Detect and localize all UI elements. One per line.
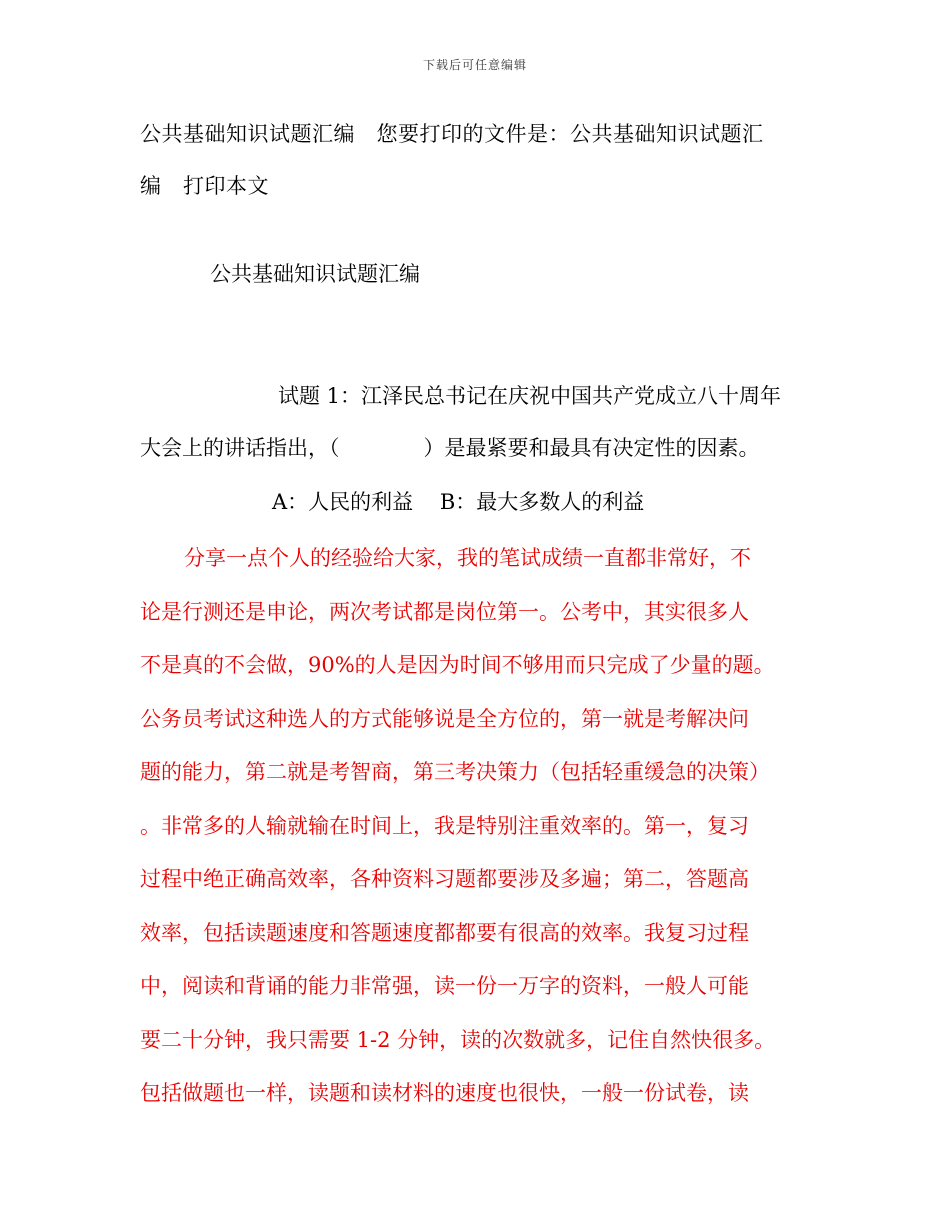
- promo-line: 。非常多的人输就输在时间上，我是特别注重效率的。第一，复习: [140, 813, 749, 838]
- promo-line: 包括做题也一样，读题和读材料的速度也很快，一般一份试卷，读: [140, 1081, 749, 1105]
- title-line-1: 公共基础知识试题汇编 您要打印的文件是：公共基础知识试题汇: [140, 122, 764, 146]
- promo-line: 不是真的不会做，90%的人是因为时间不够用而只完成了少量的题。: [140, 653, 775, 677]
- promo-line: 效率，包括读题速度和答题速度都都要有很高的效率。我复习过程: [140, 920, 749, 945]
- section-heading: 公共基础知识试题汇编: [210, 262, 420, 286]
- option-a: A：人民的利益: [272, 490, 414, 514]
- header-note: 下载后可任意编辑: [422, 58, 527, 72]
- promo-paragraph: [140, 532, 830, 1121]
- option-b: B：最大多数人的利益: [439, 490, 645, 514]
- question-line-1: 试题 1：江泽民总书记在庆祝中国共产党成立八十周年: [278, 384, 782, 408]
- promo-line: 题的能力，第二就是考智商，第三考决策力（包括轻重缓急的决策）: [140, 760, 770, 784]
- promo-line: 分享一点个人的经验给大家，我的笔试成绩一直都非常好，不: [184, 546, 751, 570]
- promo-line: 公务员考试这种选人的方式能够说是全方位的，第一就是考解决问: [140, 706, 749, 731]
- promo-line: 过程中绝正确高效率，各种资料习题都要涉及多遍；第二，答题高: [140, 867, 749, 891]
- document-title: [140, 108, 820, 212]
- promo-line: 论是行测还是申论，两次考试都是岗位第一。公考中，其实很多人: [140, 599, 749, 624]
- promo-line: 要二十分钟，我只需要 1-2 分钟，读的次数就多，记住自然快很多。: [140, 1027, 776, 1052]
- question-block: [140, 370, 820, 474]
- promo-line: 中，阅读和背诵的能力非常强，读一份一万字的资料，一般人可能: [140, 974, 749, 998]
- answer-options: [272, 476, 644, 528]
- question-line-2: 大会上的讲话指出，（ ）是最紧要和最具有决定性的因素。: [140, 436, 760, 460]
- title-line-2: 编 打印本文: [140, 174, 269, 198]
